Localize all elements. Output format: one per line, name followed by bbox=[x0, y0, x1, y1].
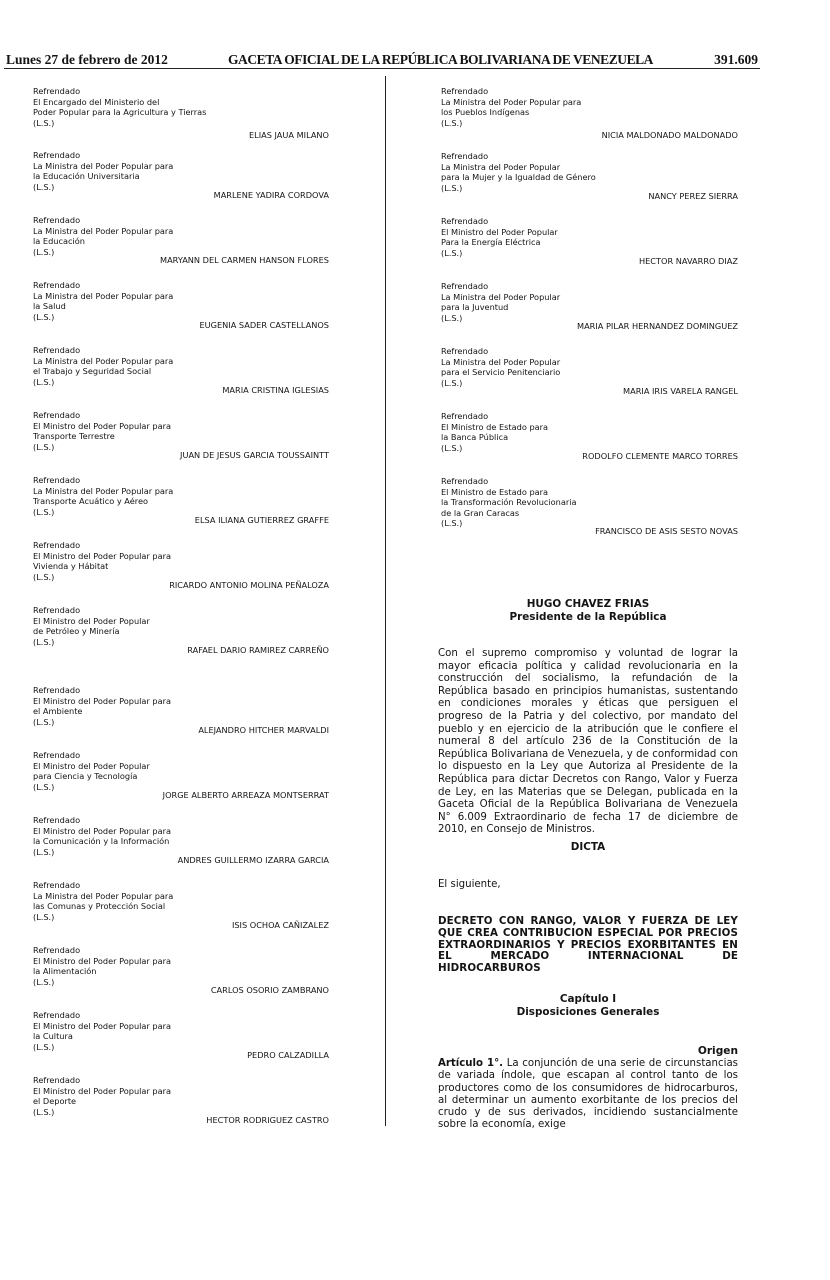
signature-line: (L.S.) bbox=[33, 311, 55, 322]
page-number: 391.609 bbox=[714, 52, 758, 67]
signature-line: (L.S.) bbox=[33, 441, 55, 452]
signature-ministry bbox=[33, 750, 329, 792]
article-text: La conjunción de una serie de circunstancias de variada índole, que escapan al control tanto de los productores como de los consumidores de hidrocarburos, al determinar un aumento exorbitante de los precios del crudo y de sus derivados, incidiendo sustancialmente sobre la economía, exige bbox=[438, 1058, 738, 1131]
signatory-name: PEDRO CALZADILLA bbox=[247, 1050, 329, 1060]
signature-block bbox=[33, 880, 329, 930]
signature-ministry bbox=[33, 345, 329, 387]
signature-line: La Ministra del Poder Popular para bbox=[441, 96, 582, 107]
signature-ministry bbox=[441, 86, 738, 128]
signature-line: las Comunas y Protección Social bbox=[33, 901, 166, 912]
signature-line: (L.S.) bbox=[33, 1041, 55, 1052]
signature-line: (L.S.) bbox=[33, 246, 55, 257]
page-header bbox=[6, 52, 758, 68]
signature-line: (L.S.) bbox=[33, 571, 55, 582]
signature-ministry bbox=[33, 1010, 329, 1052]
signatory-name: JUAN DE JESUS GARCIA TOUSSAINTT bbox=[180, 450, 329, 460]
signatory-name: RODOLFO CLEMENTE MARCO TORRES bbox=[582, 451, 738, 461]
article-heading: Origen bbox=[697, 1045, 738, 1057]
signatory-name: JORGE ALBERTO ARREAZA MONTSERRAT bbox=[162, 790, 329, 800]
signature-line: El Ministro del Poder Popular para bbox=[33, 955, 171, 966]
signature-line: La Ministra del Poder Popular bbox=[441, 161, 561, 172]
signature-block bbox=[441, 476, 738, 536]
signature-line: (L.S.) bbox=[33, 1106, 55, 1117]
signature-line: la Transformación Revolucionaria bbox=[441, 497, 577, 508]
signature-block bbox=[33, 215, 329, 265]
signature-ministry bbox=[33, 605, 329, 647]
decree-title: DECRETO CON RANGO, VALOR Y FUERZA DE LEY QUE CREA CONTRIBUCION ESPECIAL POR PRECIOS EXTRAORDINARIOS Y PRECIOS EXORBITANTES EN EL MERCADO INTERNACIONAL DE HIDROCARBUROS bbox=[438, 915, 738, 975]
signature-line: El Ministro del Poder Popular bbox=[33, 615, 150, 626]
signature-line: El Ministro del Poder Popular para bbox=[33, 1085, 171, 1096]
signature-block bbox=[441, 86, 738, 140]
signature-line: El Encargado del Ministerio del bbox=[33, 96, 160, 107]
signature-block bbox=[33, 815, 329, 865]
dicta-heading: DICTA bbox=[570, 841, 606, 853]
signature-line: La Ministra del Poder Popular para bbox=[33, 890, 174, 901]
signature-block bbox=[33, 345, 329, 395]
signature-line: Refrendado bbox=[33, 815, 81, 825]
signature-line: la Comunicación y la Información bbox=[33, 836, 170, 847]
signature-line: (L.S.) bbox=[441, 312, 463, 323]
el-siguiente: El siguiente, bbox=[438, 879, 501, 890]
signature-line: La Ministra del Poder Popular para bbox=[33, 485, 174, 496]
signature-line: El Ministro del Poder Popular para bbox=[33, 1020, 171, 1031]
header-date: Lunes 27 de febrero de 2012 bbox=[6, 52, 168, 67]
signature-line: (L.S.) bbox=[33, 976, 55, 987]
signature-line: (L.S.) bbox=[33, 636, 55, 647]
signature-line: el Trabajo y Seguridad Social bbox=[33, 366, 152, 377]
signature-line: La Ministra del Poder Popular bbox=[441, 291, 561, 302]
signatory-name: MARIA PILAR HERNANDEZ DOMINGUEZ bbox=[577, 321, 738, 331]
signature-line: para Ciencia y Tecnología bbox=[33, 771, 138, 782]
signature-line: El Ministro del Poder Popular para bbox=[33, 695, 171, 706]
signature-line: Refrendado bbox=[441, 411, 489, 421]
signature-line: los Pueblos Indígenas bbox=[441, 107, 530, 118]
signature-line: la Salud bbox=[33, 301, 66, 312]
signature-block bbox=[441, 281, 738, 331]
signature-line: (L.S.) bbox=[441, 442, 463, 453]
signature-block bbox=[441, 216, 738, 266]
signature-block bbox=[441, 411, 738, 461]
signatory-name: CARLOS OSORIO ZAMBRANO bbox=[210, 985, 329, 995]
signature-line: Refrendado bbox=[441, 476, 489, 486]
signatory-name: EUGENIA SADER CASTELLANOS bbox=[199, 320, 329, 330]
signature-ministry bbox=[33, 475, 329, 517]
signature-line: de la Gran Caracas bbox=[441, 507, 520, 518]
signature-line: la Educación Universitaria bbox=[33, 171, 140, 182]
signature-line: Refrendado bbox=[441, 216, 489, 226]
signature-line: La Ministra del Poder Popular para bbox=[33, 225, 174, 236]
signature-line: Transporte Terrestre bbox=[33, 431, 115, 442]
signature-line: (L.S.) bbox=[33, 376, 55, 387]
column-divider bbox=[385, 76, 386, 1126]
signature-line: (L.S.) bbox=[33, 181, 55, 192]
signature-block bbox=[33, 410, 329, 460]
signatory-name: MARYANN DEL CARMEN HANSON FLORES bbox=[160, 255, 329, 265]
signature-line: la Banca Pública bbox=[441, 432, 509, 443]
signatory-name: NICIA MALDONADO MALDONADO bbox=[601, 130, 738, 140]
signature-line: Transporte Acuático y Aéreo bbox=[33, 496, 148, 507]
signature-ministry bbox=[33, 815, 329, 857]
signature-block bbox=[33, 1010, 329, 1060]
signature-line: Refrendado bbox=[33, 215, 81, 225]
signature-line: (L.S.) bbox=[33, 781, 55, 792]
chapter-block bbox=[438, 993, 738, 1019]
signature-ministry bbox=[33, 86, 329, 128]
signatory-name: FRANCISCO DE ASIS SESTO NOVAS bbox=[595, 526, 738, 536]
signature-ministry bbox=[441, 411, 738, 453]
signatory-name: NANCY PEREZ SIERRA bbox=[648, 191, 738, 201]
signatory-name: MARIA IRIS VARELA RANGEL bbox=[623, 386, 738, 396]
signature-block bbox=[33, 750, 329, 800]
signature-line: Refrendado bbox=[33, 1010, 81, 1020]
signature-line: Refrendado bbox=[33, 1075, 81, 1085]
signature-block bbox=[33, 475, 329, 525]
president-title: Presidente de la República bbox=[509, 611, 667, 623]
signature-ministry bbox=[441, 216, 738, 258]
signature-line: (L.S.) bbox=[441, 182, 463, 193]
signature-line: Para la Energía Eléctrica bbox=[441, 237, 541, 248]
signatory-name: ELIAS JAUA MILANO bbox=[248, 130, 329, 140]
signature-ministry bbox=[33, 880, 329, 922]
signature-line: Refrendado bbox=[33, 605, 81, 615]
article-label: Artículo 1°. bbox=[438, 1058, 504, 1069]
signature-line: Refrendado bbox=[33, 475, 81, 485]
signatory-name: MARLENE YADIRA CORDOVA bbox=[213, 190, 329, 200]
signature-ministry bbox=[441, 476, 738, 529]
signature-line: La Ministra del Poder Popular para bbox=[33, 355, 174, 366]
signature-line: de Petróleo y Minería bbox=[33, 626, 120, 637]
president-name: HUGO CHAVEZ FRIAS bbox=[526, 598, 650, 610]
signature-ministry bbox=[33, 150, 329, 192]
chapter-number: Capítulo I bbox=[559, 993, 617, 1005]
signatory-name: HECTOR NAVARRO DIAZ bbox=[638, 256, 738, 266]
signature-line: (L.S.) bbox=[33, 716, 55, 727]
signature-line: Poder Popular para la Agricultura y Tierras bbox=[33, 107, 207, 118]
signature-ministry bbox=[33, 945, 329, 987]
signature-ministry bbox=[33, 1075, 329, 1117]
signature-line: El Ministro del Poder Popular bbox=[33, 760, 150, 771]
signatory-name: ALEJANDRO HITCHER MARVALDI bbox=[198, 725, 329, 735]
signature-line: Refrendado bbox=[33, 86, 81, 96]
signature-line: (L.S.) bbox=[441, 117, 463, 128]
signature-ministry bbox=[33, 540, 329, 582]
signature-ministry bbox=[33, 280, 329, 322]
signature-block bbox=[33, 945, 329, 995]
signature-line: Refrendado bbox=[33, 150, 81, 160]
signature-line: El Ministro del Poder Popular para bbox=[33, 550, 171, 561]
signature-line: para el Servicio Penitenciario bbox=[441, 367, 561, 378]
signature-line: La Ministra del Poder Popular para bbox=[33, 290, 174, 301]
signature-line: Refrendado bbox=[441, 346, 489, 356]
header-rule bbox=[4, 68, 760, 69]
signature-line: el Ambiente bbox=[33, 706, 83, 717]
signature-block bbox=[33, 280, 329, 330]
gazette-title: GACETA OFICIAL DE LA REPÚBLICA BOLIVARIANA DE VENEZUELA bbox=[228, 52, 653, 67]
signature-line: El Ministro de Estado para bbox=[441, 421, 549, 432]
signature-line: (L.S.) bbox=[33, 846, 55, 857]
signatory-name: MARIA CRISTINA IGLESIAS bbox=[222, 385, 329, 395]
chapter-title: Disposiciones Generales bbox=[516, 1006, 660, 1018]
signature-line: Refrendado bbox=[33, 345, 81, 355]
signature-line: la Alimentación bbox=[33, 966, 97, 977]
signature-line: La Ministra del Poder Popular bbox=[441, 356, 561, 367]
signature-line: la Educación bbox=[33, 236, 85, 247]
signature-block bbox=[441, 151, 738, 201]
signature-line: Refrendado bbox=[33, 410, 81, 420]
signature-ministry bbox=[441, 346, 738, 388]
signature-line: El Ministro del Poder Popular para bbox=[33, 420, 171, 431]
article-body bbox=[438, 1058, 738, 1132]
signature-block bbox=[33, 1075, 329, 1125]
preamble-paragraph: Con el supremo compromiso y voluntad de lograr la mayor eficacia política y calidad revolucionaria en la construcción del socialismo, la refundación de la República basado en principios humanistas, sustentando en condiciones morales y éticas que persiguen el progreso de la Patria y del colectivo, por mandato del pueblo y en ejercicio de la atribución que le confiere el numeral 8 del artículo 236 de la Constitución de la República Bolivariana de Venezuela, y de conformidad con lo dispuesto en la Ley que Autoriza al Presidente de la República para dictar Decretos con Rango, Valor y Fuerza de Ley, en las Materias que se Delegan, publicada en la Gaceta Oficial de la República Bolivariana de Venezuela N° 6.009 Extraordinario de fecha 17 de diciembre de 2010, en Consejo de Ministros. bbox=[438, 648, 738, 836]
signature-block bbox=[33, 605, 329, 655]
signature-ministry bbox=[33, 685, 329, 727]
signature-line: el Deporte bbox=[33, 1096, 77, 1107]
signature-block bbox=[33, 86, 329, 140]
signature-line: (L.S.) bbox=[441, 518, 463, 529]
signature-line: Refrendado bbox=[441, 281, 489, 291]
signatory-name: HECTOR RODRIGUEZ CASTRO bbox=[206, 1115, 329, 1125]
signature-ministry bbox=[33, 410, 329, 452]
signature-ministry bbox=[33, 215, 329, 257]
signature-line: la Cultura bbox=[33, 1031, 73, 1042]
signatory-name: ELSA ILIANA GUTIERREZ GRAFFE bbox=[194, 515, 329, 525]
signature-line: Refrendado bbox=[33, 880, 81, 890]
signature-line: para la Juventud bbox=[441, 302, 509, 313]
signature-block bbox=[33, 150, 329, 200]
signature-line: Refrendado bbox=[33, 945, 81, 955]
signatory-name: ANDRES GUILLERMO IZARRA GARCIA bbox=[177, 855, 329, 865]
signatory-name: RAFAEL DARIO RAMIREZ CARREÑO bbox=[187, 645, 329, 655]
signatory-name: ISIS OCHOA CAÑIZALEZ bbox=[231, 920, 329, 930]
signature-line: Refrendado bbox=[33, 280, 81, 290]
signature-line: Vivienda y Hábitat bbox=[33, 561, 109, 572]
signature-line: El Ministro del Poder Popular bbox=[441, 226, 558, 237]
signature-line: Refrendado bbox=[33, 750, 81, 760]
president-block bbox=[438, 598, 738, 624]
signature-line: (L.S.) bbox=[33, 117, 55, 128]
signature-line: (L.S.) bbox=[441, 377, 463, 388]
signature-line: La Ministra del Poder Popular para bbox=[33, 160, 174, 171]
signature-line: El Ministro de Estado para bbox=[441, 486, 549, 497]
signature-line: Refrendado bbox=[33, 685, 81, 695]
signature-line: (L.S.) bbox=[33, 506, 55, 517]
signature-line: Refrendado bbox=[33, 540, 81, 550]
signature-ministry bbox=[441, 151, 738, 193]
signature-line: Refrendado bbox=[441, 86, 489, 96]
signature-line: para la Mujer y la Igualdad de Género bbox=[441, 172, 596, 183]
signature-block bbox=[441, 346, 738, 396]
signatory-name: RICARDO ANTONIO MOLINA PEÑALOZA bbox=[169, 580, 329, 590]
signature-block bbox=[33, 685, 329, 735]
signature-ministry bbox=[441, 281, 738, 323]
signature-line: (L.S.) bbox=[441, 247, 463, 258]
signature-line: El Ministro del Poder Popular para bbox=[33, 825, 171, 836]
signature-line: Refrendado bbox=[441, 151, 489, 161]
signature-block bbox=[33, 540, 329, 590]
signature-line: (L.S.) bbox=[33, 911, 55, 922]
